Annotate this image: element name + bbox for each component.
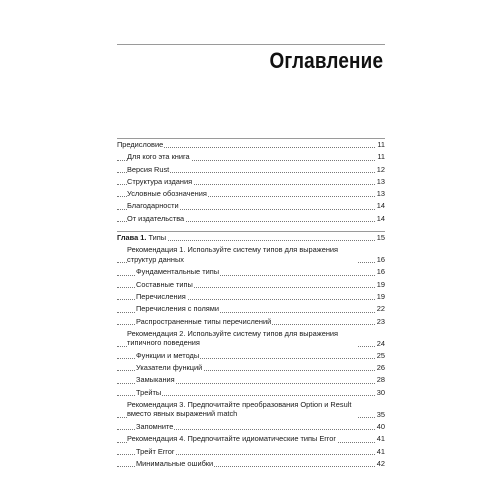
toc-entry[interactable]: [117, 244, 385, 266]
chapter-page-number: 15: [376, 232, 385, 244]
toc-entry[interactable]: [117, 213, 385, 225]
toc-entry-label: Благодарности: [127, 201, 179, 211]
toc-entry-page-number: 41: [376, 446, 385, 458]
toc-entry-label: От издательства: [127, 213, 185, 223]
toc-entry[interactable]: [117, 374, 385, 386]
toc-entry-page-number: 19: [376, 291, 385, 303]
toc-entry-label: Замыкания: [136, 375, 175, 385]
toc-entry[interactable]: [117, 164, 385, 176]
toc-entry-page-number: 40: [376, 421, 385, 433]
chapter-name: Типы: [146, 233, 167, 243]
toc-entry-page-number: 23: [376, 316, 385, 328]
toc-entry[interactable]: [117, 362, 385, 374]
toc-entry-page-number: 28: [376, 374, 385, 386]
toc-entry[interactable]: [117, 350, 385, 362]
page-title: Оглавление: [269, 48, 383, 73]
toc-entry-page-number: 41: [376, 433, 385, 445]
chapter-entries-list: [117, 244, 385, 470]
toc-entry-label: Рекомендация 4. Предпочитайте идиоматические типы Error: [127, 434, 336, 444]
toc-entry-label: Трейты: [136, 387, 162, 397]
toc-entry[interactable]: [117, 328, 385, 350]
toc-entry[interactable]: [117, 200, 385, 212]
toc-entry[interactable]: [117, 279, 385, 291]
toc-entry-page-number: 22: [376, 303, 385, 315]
toc-entry[interactable]: [117, 188, 385, 200]
toc-entry-page-number: 14: [376, 213, 385, 225]
table-of-contents: [117, 138, 385, 470]
toc-entry-label: Условные обозначения: [127, 189, 207, 199]
toc-entry-page-number: 16: [376, 266, 385, 278]
toc-entry[interactable]: [117, 151, 385, 163]
toc-entry-page-number: 11: [376, 151, 385, 163]
toc-entry-label: Запомните: [136, 422, 174, 432]
toc-entry-label: Минимальные ошибки: [136, 458, 214, 468]
toc-entry[interactable]: [117, 176, 385, 188]
toc-entry-page-number: 26: [376, 362, 385, 374]
toc-entry-label: Перечисления: [136, 291, 186, 301]
toc-entry-page-number: 30: [376, 387, 385, 399]
toc-entry[interactable]: [117, 266, 385, 278]
toc-entry[interactable]: [117, 316, 385, 328]
toc-entry-label: Распространенные типы перечислений: [136, 316, 272, 326]
toc-entry-label: Фундаментальные типы: [136, 267, 220, 277]
toc-entry[interactable]: [117, 291, 385, 303]
toc-entry-page-number: 24: [376, 338, 385, 348]
toc-entry[interactable]: [117, 446, 385, 458]
chapter-prefix: Глава 1.: [117, 233, 147, 243]
toc-entry-page-number: 42: [376, 458, 385, 470]
toc-entry-page-number: 35: [376, 410, 385, 420]
toc-entry[interactable]: [117, 139, 385, 151]
toc-entry-label: Функции и методы: [136, 350, 200, 360]
toc-entry-page-number: 12: [376, 164, 385, 176]
toc-entry-label: Составные типы: [136, 279, 193, 289]
toc-entry-page-number: 11: [376, 139, 385, 151]
toc-entry[interactable]: [117, 421, 385, 433]
toc-entry-label: Рекомендация 1. Используйте систему типов для выражения структур данных: [127, 245, 358, 263]
toc-entry-page-number: 13: [376, 188, 385, 200]
toc-entry-label: Предисловие: [117, 140, 164, 149]
front-matter-list: [117, 139, 385, 225]
toc-entry-label: Рекомендация 2. Используйте систему типов для выражения типичного поведения: [127, 329, 358, 347]
toc-entry-page-number: 19: [376, 279, 385, 291]
toc-entry-label: Рекомендация 3. Предпочитайте преобразования Option и Result вместо явных выражений match: [127, 400, 358, 418]
toc-entry[interactable]: [117, 303, 385, 315]
toc-entry-label: Указатели функций: [136, 363, 203, 373]
toc-entry[interactable]: [117, 458, 385, 470]
top-rule: [117, 44, 385, 45]
toc-entry-label: Трейт Error: [136, 446, 175, 456]
toc-entry[interactable]: [117, 433, 385, 445]
toc-entry-page-number: 14: [376, 200, 385, 212]
toc-entry-page-number: 13: [376, 176, 385, 188]
chapter-entry[interactable]: [117, 232, 385, 244]
toc-entry-page-number: 25: [376, 350, 385, 362]
toc-entry-label: Версия Rust: [127, 164, 170, 174]
toc-entry-page-number: 16: [376, 255, 385, 265]
toc-entry[interactable]: [117, 399, 385, 421]
toc-entry[interactable]: [117, 387, 385, 399]
toc-entry-label: Для кого эта книга: [127, 152, 190, 162]
toc-entry-label: Структура издания: [127, 176, 193, 186]
toc-entry-label: Перечисления с полями: [136, 304, 219, 314]
